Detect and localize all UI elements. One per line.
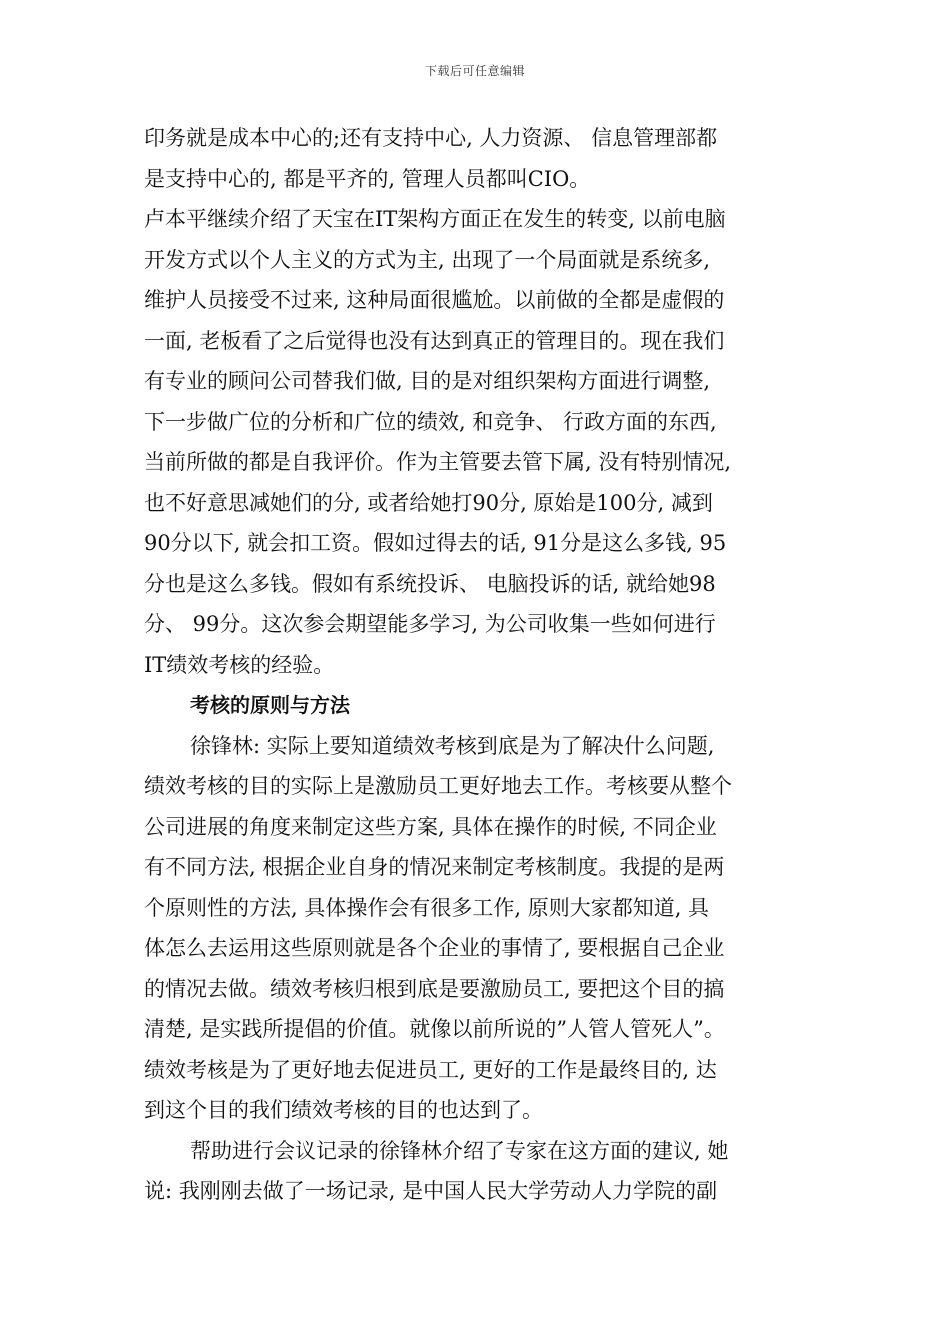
text-line: 有专业的顾问公司替我们做, 目的是对组织架构方面进行调整,	[144, 369, 711, 393]
text-line: 到这个目的我们绩效考核的目的也达到了。	[144, 1098, 543, 1122]
text-line: 当前所做的都是自我评价。作为主管要去管下属, 没有特别情况,	[144, 450, 732, 474]
text-line: 个原则性的方法, 具体操作会有很多工作, 原则大家都知道, 具	[144, 895, 710, 920]
text-line: 也不好意思减她们的分, 或者给她打90分, 原始是100分, 减到	[144, 490, 713, 515]
text-line: 下一步做广位的分析和广位的绩效, 和竞争、 行政方面的东西,	[144, 409, 717, 434]
text-line: 有不同方法, 根据企业自身的情况来制定考核制度。我提的是两	[144, 855, 725, 879]
section-heading: 考核的原则与方法	[190, 693, 350, 717]
text-line: 体怎么去运用这些原则就是各个企业的事情了, 要根据自己企业	[144, 936, 725, 960]
text-line: 90分以下, 就会扣工资。假如过得去的话, 91分是这么多钱, 95	[144, 531, 727, 555]
text-line: 开发方式以个人主义的方式为主, 出现了一个局面就是系统多,	[144, 247, 711, 272]
document-body	[144, 118, 809, 1212]
text-line: 帮助进行会议记录的徐锋林介绍了专家在这方面的建议, 她	[190, 1138, 729, 1163]
text-line: 一面, 老板看了之后觉得也没有达到真正的管理目的。现在我们	[144, 328, 725, 353]
text-line: 徐锋林: 实际上要知道绩效考核到底是为了解决什么问题,	[190, 733, 715, 758]
text-line: 维护人员接受不过来, 这种局面很尴尬。以前做的全都是虚假的	[144, 288, 725, 312]
text-line: 卢本平继续介绍了天宝在IT架构方面正在发生的转变, 以前电脑	[144, 207, 726, 231]
text-line: 分也是这么多钱。假如有系统投诉、 电脑投诉的话, 就给她98	[144, 571, 716, 596]
text-line: 绩效考核的目的实际上是激励员工更好地去工作。考核要从整个	[144, 774, 732, 798]
text-line: 分、 99分。这次参会期望能多学习, 为公司收集一些如何进行	[144, 612, 716, 636]
text-line: 印务就是成本中心的;还有支持中心, 人力资源、 信息管理部都	[144, 126, 718, 150]
text-line: 的情况去做。绩效考核归根到底是要激励员工, 要把这个目的搞	[144, 976, 725, 1001]
text-line: 公司进展的角度来制定这些方案, 具体在操作的时候, 不同企业	[144, 814, 717, 839]
text-line: IT绩效考核的经验。	[144, 652, 335, 677]
text-line: 清楚, 是实践所提倡的价值。就像以前所说的”人管人管死人”。	[144, 1017, 725, 1041]
text-line: 说: 我刚刚去做了一场记录, 是中国人民大学劳动人力学院的副	[144, 1179, 718, 1203]
text-line: 绩效考核是为了更好地去促进员工, 更好的工作是最终目的, 达	[144, 1057, 717, 1082]
page-header: 下载后可任意编辑	[424, 64, 525, 78]
text-line: 是支持中心的, 都是平齐的, 管理人员都叫CIO。	[144, 166, 591, 191]
